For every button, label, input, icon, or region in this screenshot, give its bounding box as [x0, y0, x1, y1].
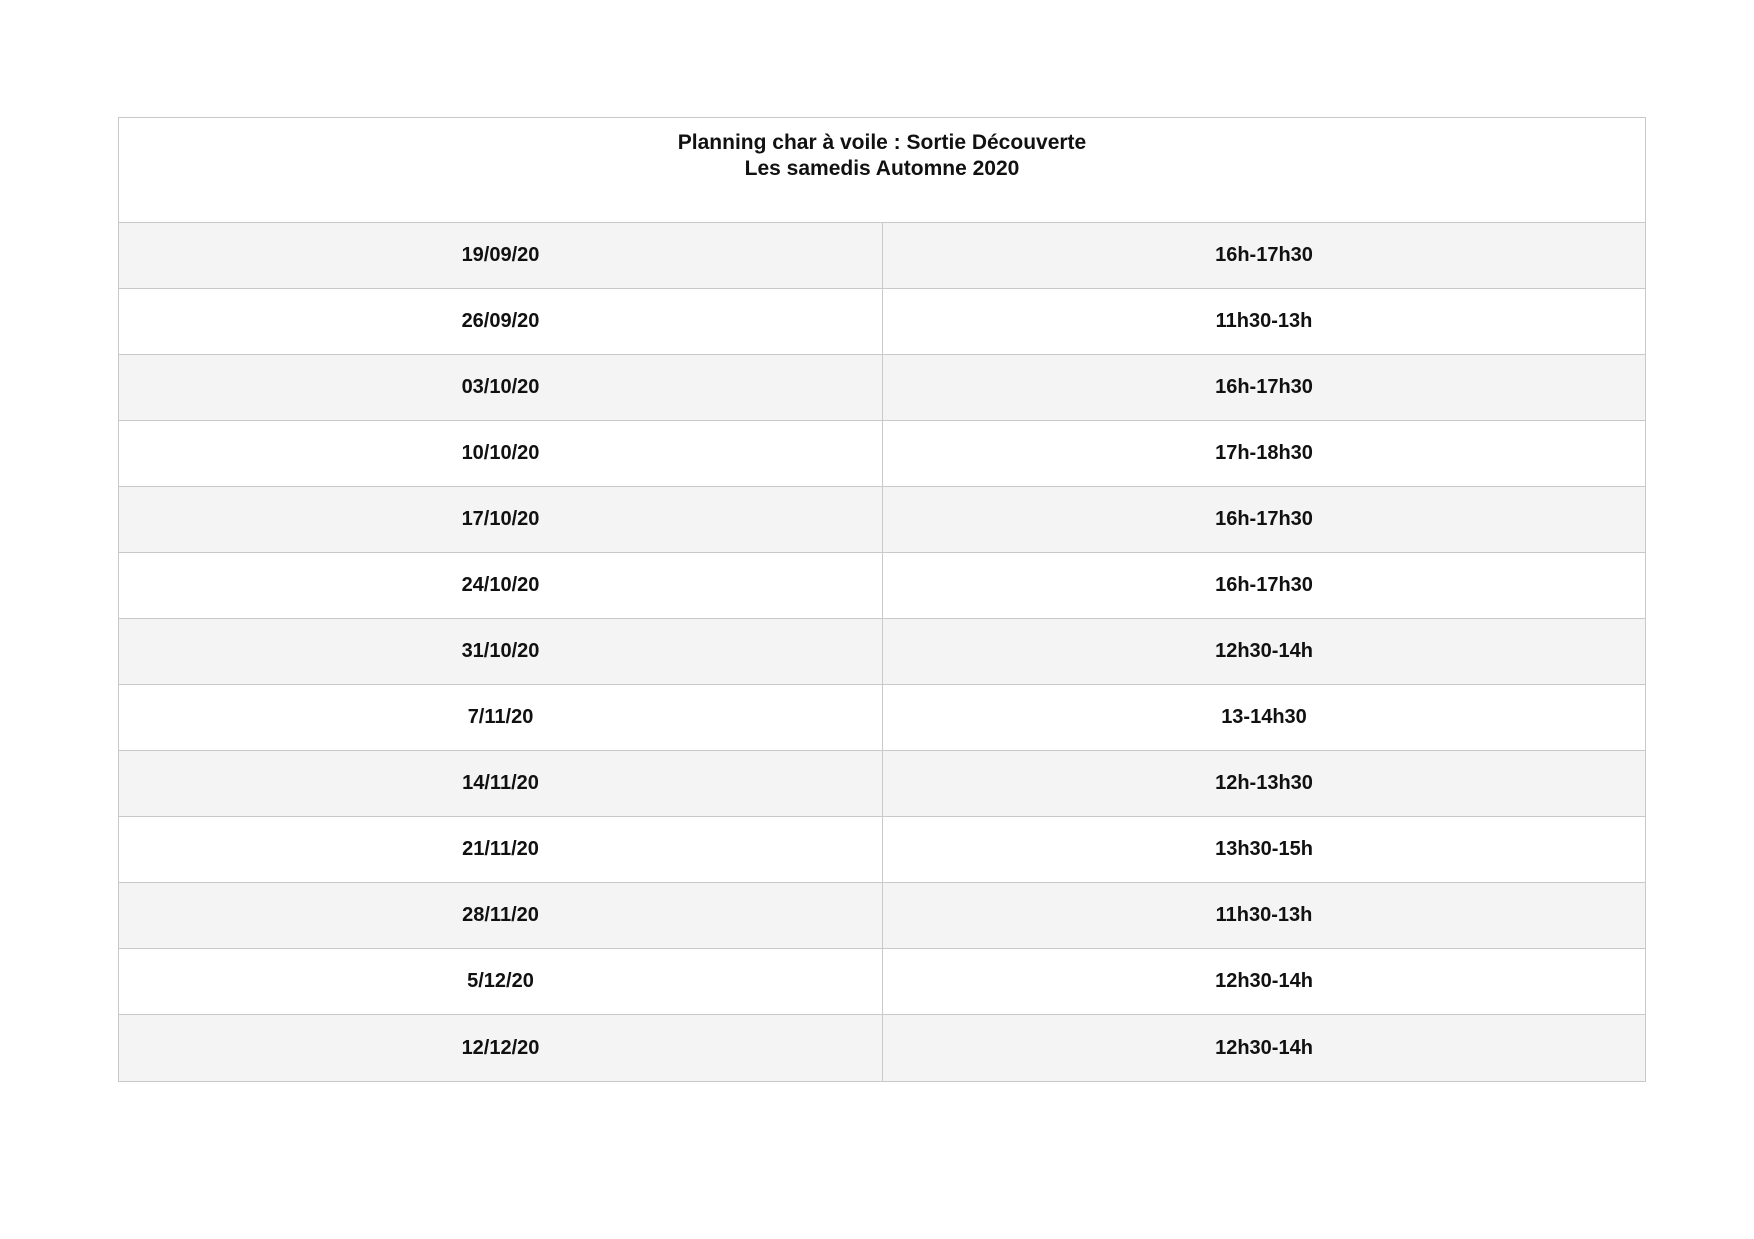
time-cell: 12h30-14h	[1215, 640, 1313, 662]
table-row	[119, 949, 1645, 1015]
table-row	[119, 223, 1645, 289]
time-cell: 17h-18h30	[1215, 442, 1313, 464]
time-cell: 11h30-13h	[1215, 904, 1313, 926]
time-cell: 12h30-14h	[1215, 1036, 1313, 1059]
date-cell: 10/10/20	[119, 421, 883, 486]
date-cell: 7/11/20	[119, 685, 883, 750]
table-title	[119, 118, 1645, 223]
time-cell: 16h-17h30	[1215, 376, 1313, 398]
table-row	[119, 355, 1645, 421]
table-row	[119, 751, 1645, 817]
time-cell: 13h30-15h	[1215, 838, 1313, 860]
date-cell: 19/09/20	[119, 223, 883, 288]
date-cell: 21/11/20	[119, 817, 883, 882]
table-row	[119, 289, 1645, 355]
date-cell: 26/09/20	[119, 289, 883, 354]
time-cell: 16h-17h30	[1215, 508, 1313, 530]
date-cell: 12/12/20	[119, 1015, 883, 1081]
table-row	[119, 421, 1645, 487]
table-row	[119, 619, 1645, 685]
date-cell: 31/10/20	[119, 619, 883, 684]
table-row	[119, 553, 1645, 619]
table-row	[119, 487, 1645, 553]
title-line-1: Planning char à voile : Sortie Découverte	[677, 131, 1087, 154]
table-row	[119, 1015, 1645, 1081]
table-row	[119, 883, 1645, 949]
date-cell: 24/10/20	[119, 553, 883, 618]
date-cell: 5/12/20	[119, 949, 883, 1014]
table-row	[119, 817, 1645, 883]
table-row	[119, 685, 1645, 751]
schedule-table	[118, 117, 1646, 1082]
time-cell: 12h30-14h	[1215, 970, 1313, 992]
date-cell: 14/11/20	[119, 751, 883, 816]
date-cell: 03/10/20	[119, 355, 883, 420]
date-cell: 28/11/20	[119, 883, 883, 948]
time-cell: 11h30-13h	[1215, 310, 1313, 332]
title-line-2: Les samedis Automne 2020	[744, 157, 1020, 180]
date-cell: 17/10/20	[119, 487, 883, 552]
time-cell: 16h-17h30	[1215, 574, 1313, 596]
time-cell: 13-14h30	[1221, 706, 1307, 728]
time-cell: 12h-13h30	[1215, 772, 1313, 794]
time-cell: 16h-17h30	[1215, 244, 1313, 266]
